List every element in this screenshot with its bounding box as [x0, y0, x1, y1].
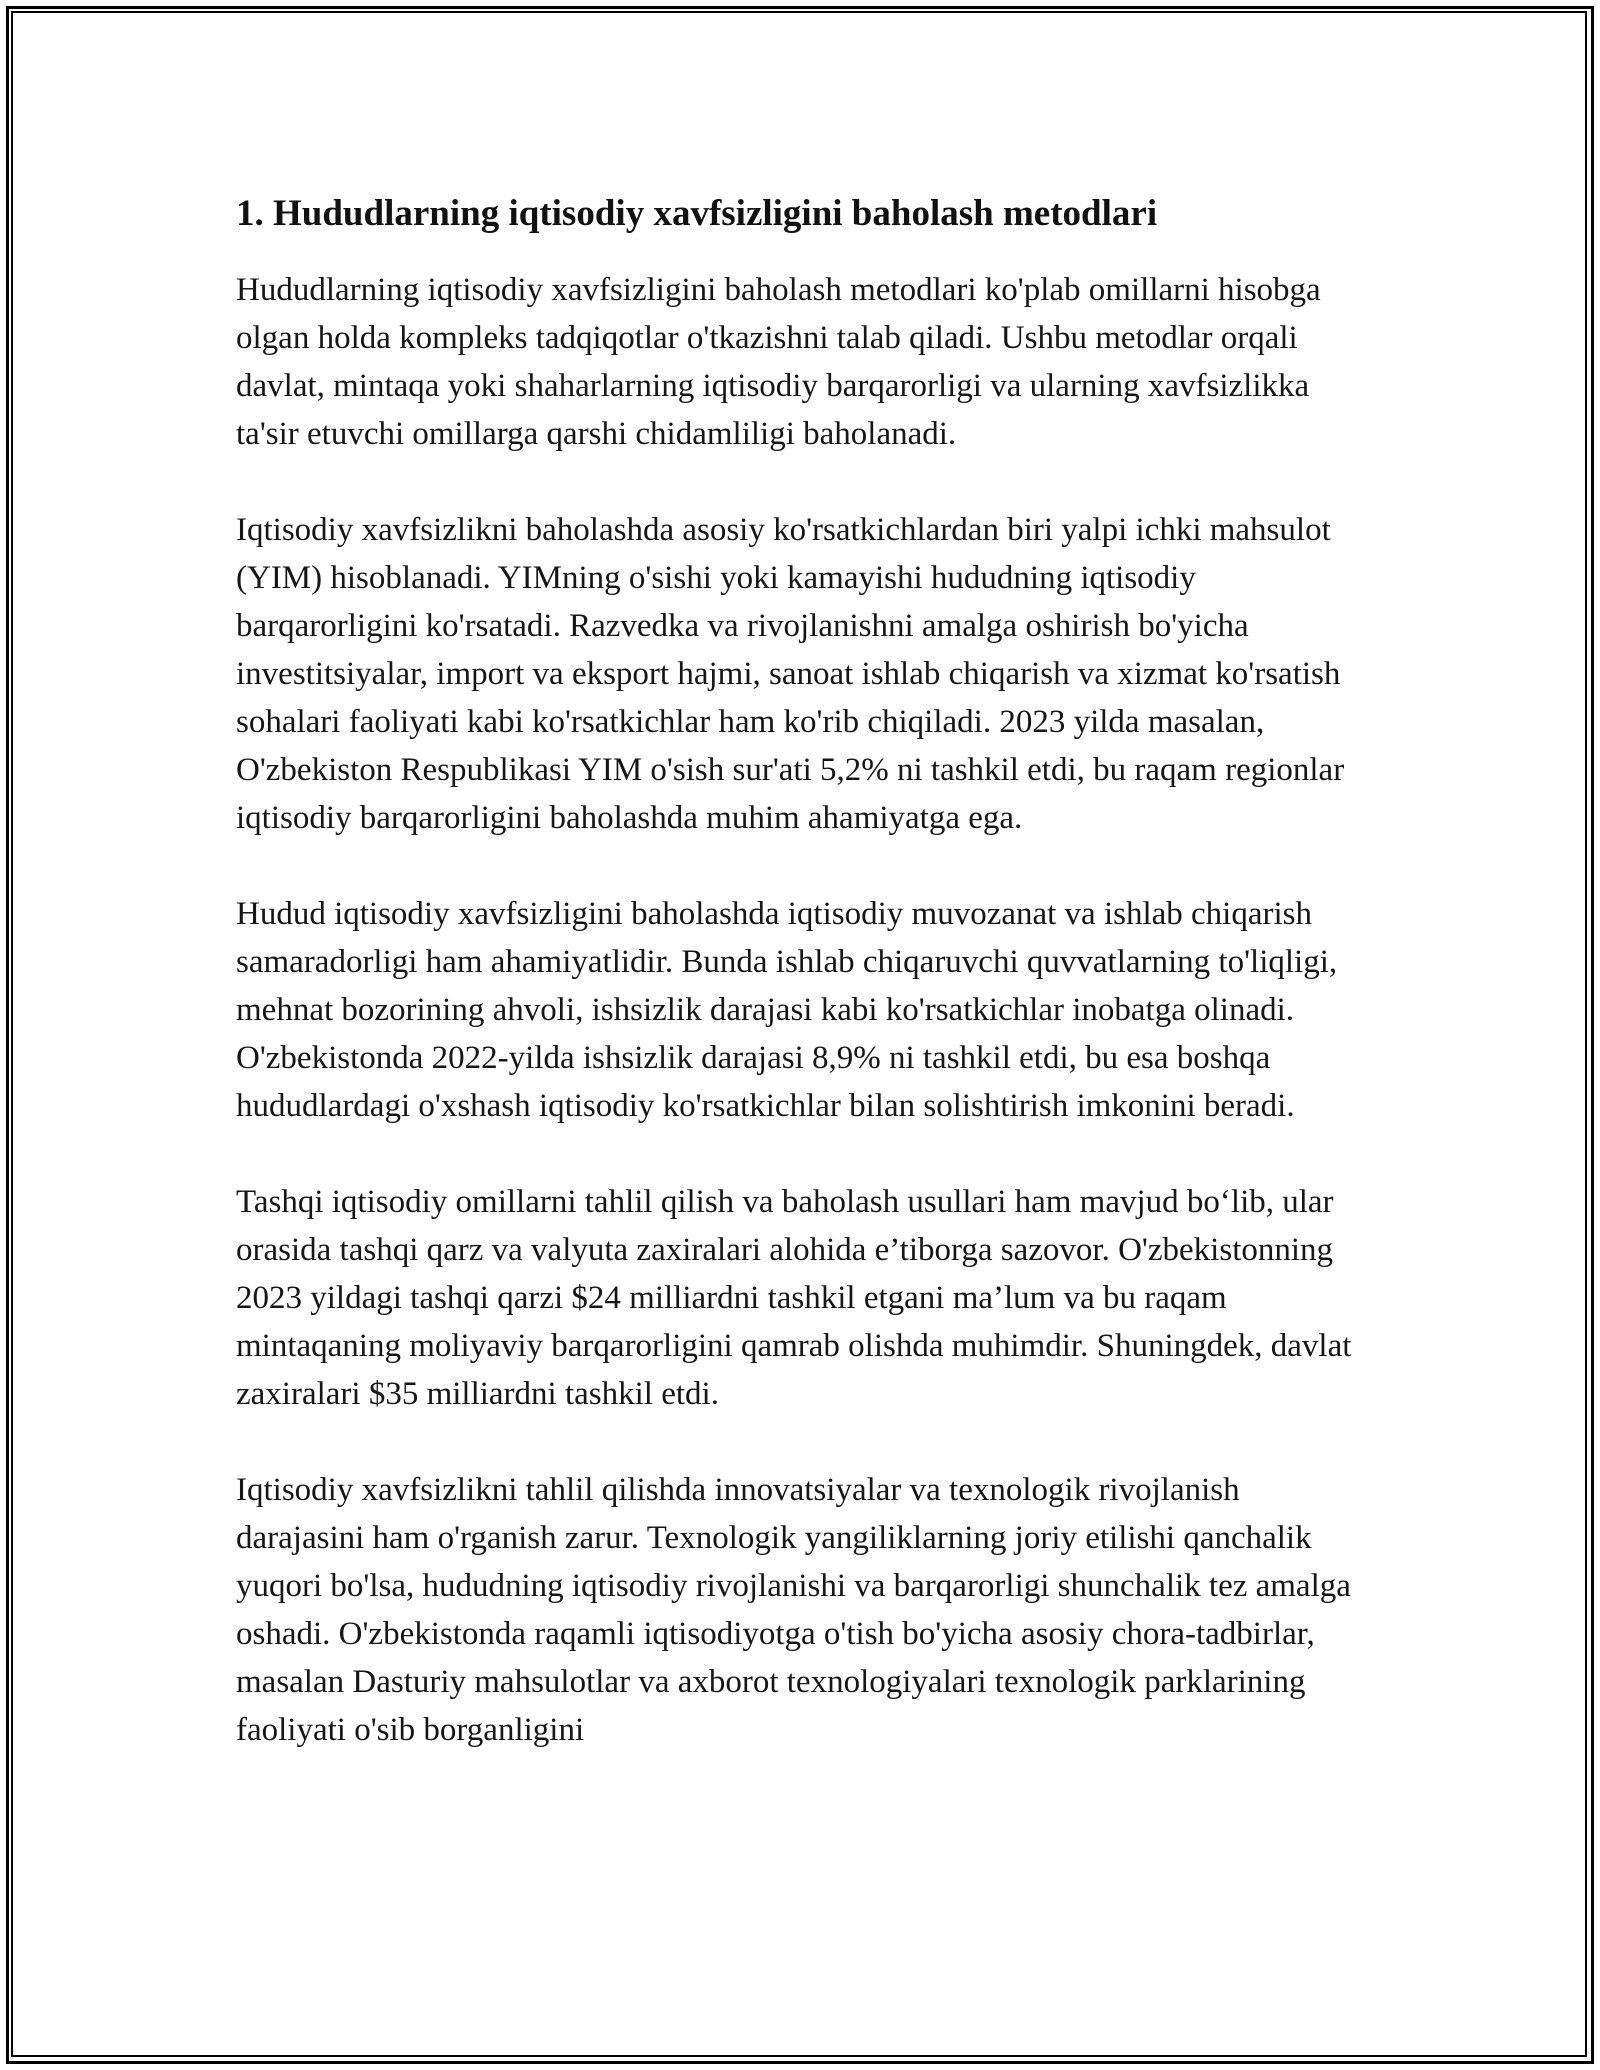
paragraph-innovation: Iqtisodiy xavfsizlikni tahlil qilishda innovatsiyalar va texnologik rivojlanish darajasini ham o'rganish zarur. Texnologik yangiliklarning joriy etilishi qanchalik yuqori bo'lsa, hududning iqtisodiy rivojlanishi va barqarorligi shunchalik tez amalga oshadi. O'zbekistonda raqamli iqtisodiyotga o'tish bo'yicha asosiy chora-tadbirlar, masalan Dasturiy mahsulotlar va axborot texnologiyalari texnologik parklarining faoliyati o'sib borganligini: [236, 1472, 1351, 1748]
paragraph-methods-intro: Hududlarning iqtisodiy xavfsizligini baholash metodlari ko'plab omillarni hisobga olgan holda kompleks tadqiqotlar o'tkazishni talab qiladi. Ushbu metodlar orqali davlat, mintaqa yoki shaharlarning iqtisodiy barqarorligi va ularning xavfsizlikka ta'sir etuvchi omillarga qarshi chidamliligi baholanadi.: [236, 272, 1321, 452]
paragraph-production-efficiency: Hudud iqtisodiy xavfsizligini baholashda iqtisodiy muvozanat va ishlab chiqarish samaradorligi ham ahamiyatlidir. Bunda ishlab chiqaruvchi quvvatlarning to'liqligi, mehnat bozorining ahvoli, ishsizlik darajasi kabi ko'rsatkichlar inobatga olinadi. O'zbekistonda 2022-yilda ishsizlik darajasi 8,9% ni tashkil etdi, bu esa boshqa hududlardagi o'xshash iqtisodiy ko'rsatkichlar bilan solishtirish imkonini beradi.: [236, 896, 1338, 1124]
document-body: [236, 188, 1376, 1802]
section-heading: 1. Hududlarning iqtisodiy xavfsizligini baholash metodlari: [236, 193, 1158, 234]
paragraph-external-factors: Tashqi iqtisodiy omillarni tahlil qilish va baholash usullari ham mavjud bo‘lib, ular orasida tashqi qarz va valyuta zaxiralari alohida e’tiborga sazovor. O'zbekistonning 2023 yildagi tashqi qarzi $24 milliardni tashkil etgani ma’lum va bu raqam mintaqaning moliyaviy barqarorligini qamrab olishda muhimdir. Shuningdek, davlat zaxiralari $35 milliardni tashkil etdi.: [236, 1184, 1352, 1412]
paragraph-gdp-indicators: Iqtisodiy xavfsizlikni baholashda asosiy ko'rsatkichlardan biri yalpi ichki mahsulot (YIM) hisoblanadi. YIMning o'sishi yoki kamayishi hududning iqtisodiy barqarorligini ko'rsatadi. Razvedka va rivojlanishni amalga oshirish bo'yicha investitsiyalar, import va eksport hajmi, sanoat ishlab chiqarish va xizmat ko'rsatish sohalari faoliyati kabi ko'rsatkichlar ham ko'rib chiqiladi. 2023 yilda masalan, O'zbekiston Respublikasi YIM o'sish sur'ati 5,2% ni tashkil etdi, bu raqam regionlar iqtisodiy barqarorligini baholashda muhim ahamiyatga ega.: [236, 512, 1345, 836]
